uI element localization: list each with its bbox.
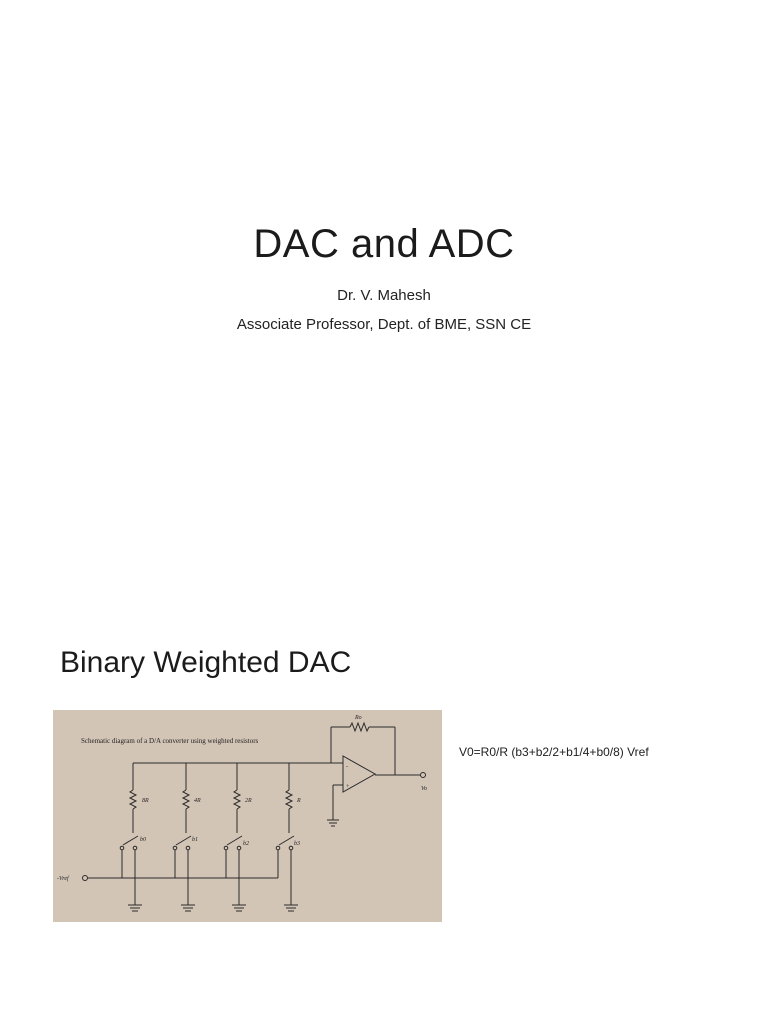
content-slide bbox=[0, 610, 768, 1024]
resistor-label-2r: 2R bbox=[245, 798, 252, 804]
switch-label-b3: b3 bbox=[294, 841, 300, 847]
vo-label: Vo bbox=[421, 786, 427, 792]
resistor-label-4r: 4R bbox=[194, 798, 201, 804]
feedback-resistor-label: Ro bbox=[355, 715, 362, 721]
vref-label: -Vref bbox=[57, 876, 69, 882]
author-name: Dr. V. Mahesh bbox=[337, 287, 431, 304]
author-affiliation: Associate Professor, Dept. of BME, SSN CE bbox=[236, 316, 532, 333]
resistor-label-r: R bbox=[297, 798, 301, 804]
opamp-minus-label: - bbox=[346, 764, 348, 770]
slide-title: DAC and ADC bbox=[253, 222, 515, 266]
dac-output-formula: V0=R0/R (b3+b2/2+b1/4+b0/8) Vref bbox=[459, 745, 649, 759]
switch-label-b0: b0 bbox=[140, 837, 146, 843]
switch-label-b2: b2 bbox=[243, 841, 249, 847]
section-title: Binary Weighted DAC bbox=[60, 646, 352, 679]
switch-label-b1: b1 bbox=[192, 837, 198, 843]
schematic-caption: Schematic diagram of a D/A converter using weighted resistors bbox=[81, 737, 259, 745]
resistor-label-8r: 8R bbox=[142, 798, 149, 804]
opamp-plus-label: + bbox=[346, 784, 350, 790]
dac-schematic-image bbox=[53, 710, 442, 922]
